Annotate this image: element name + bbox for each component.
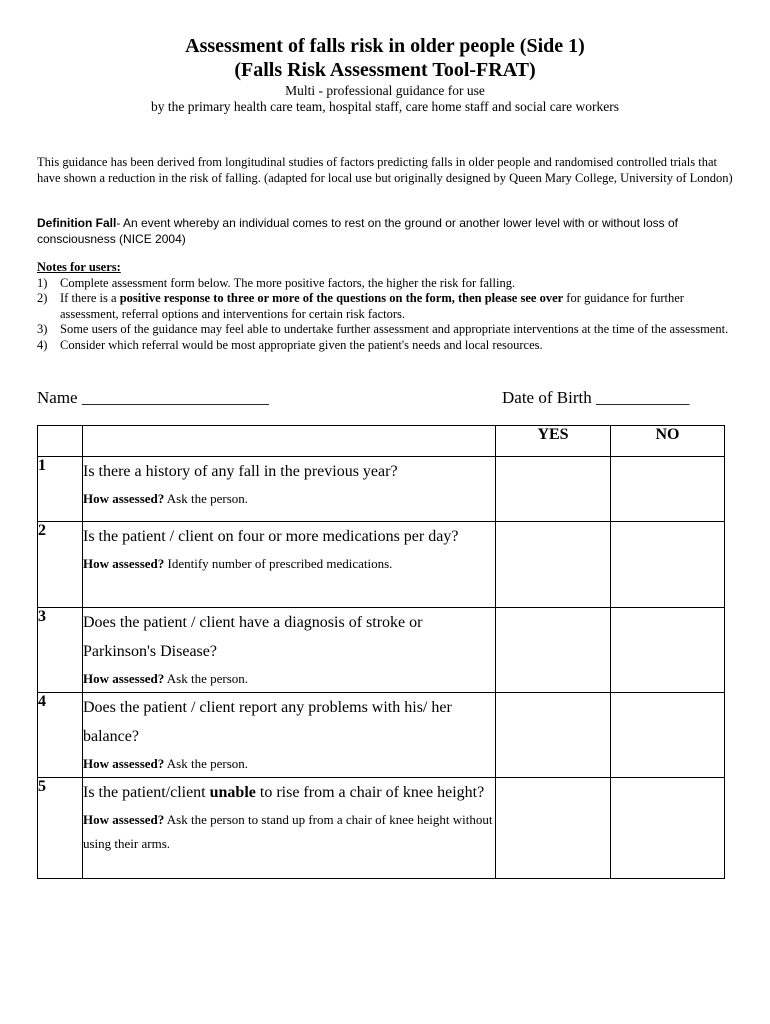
- question-text-bold: unable: [209, 784, 256, 801]
- how-assessed: [83, 552, 495, 576]
- table-row: [38, 457, 725, 522]
- how-assessed: [83, 667, 495, 691]
- risk-assessment-table: [37, 425, 725, 879]
- note-number: 2): [37, 291, 48, 305]
- note-text-pre: If there is a: [60, 291, 120, 305]
- question-number: 1: [38, 457, 83, 522]
- how-assessed-label: How assessed?: [83, 491, 165, 506]
- question-number: 2: [38, 522, 83, 608]
- note-text: Consider which referral would be most appropriate given the patient's needs and local resources.: [60, 337, 543, 352]
- definition-label: Definition Fall: [37, 216, 117, 230]
- table-row: [38, 608, 725, 693]
- how-assessed-text: Ask the person.: [164, 671, 249, 686]
- no-answer-cell[interactable]: [611, 608, 725, 693]
- question-text-pre: Is the patient/client: [83, 784, 210, 801]
- question-text: Does the patient / client report any problems with his/ her balance?: [83, 699, 452, 745]
- yes-answer-cell[interactable]: [496, 522, 611, 608]
- date-of-birth-field[interactable]: Date of Birth ___________: [502, 388, 690, 407]
- note-text-post: for guidance for further assessment, referral options and interventions for certain risk factors.: [60, 291, 684, 321]
- question-cell: [83, 778, 496, 879]
- document-title: Assessment of falls risk in older people (Side 1): [185, 35, 585, 57]
- table-row: [38, 522, 725, 608]
- how-assessed-label: How assessed?: [83, 812, 165, 827]
- how-assessed: [83, 808, 495, 856]
- how-assessed: [83, 487, 495, 511]
- header-question-cell: [83, 426, 496, 457]
- yes-answer-cell[interactable]: [496, 457, 611, 522]
- yes-answer-cell[interactable]: [496, 778, 611, 879]
- how-assessed-text: Ask the person.: [164, 756, 249, 771]
- question-cell: [83, 457, 496, 522]
- question-text: Is the patient / client on four or more medications per day?: [83, 528, 459, 545]
- question-text: [83, 778, 495, 807]
- question-cell: [83, 608, 496, 693]
- how-assessed-label: How assessed?: [83, 671, 165, 686]
- notes-heading: Notes for users:: [37, 260, 121, 274]
- how-assessed-text: Ask the person to stand up from a chair of knee height without using their arms.: [83, 812, 493, 851]
- table-row: [38, 778, 725, 879]
- question-cell: [83, 693, 496, 778]
- yes-answer-cell[interactable]: [496, 608, 611, 693]
- header-yes: YES: [496, 426, 611, 457]
- definition-text: - An event whereby an individual comes to rest on the ground or another lower level with or without loss of consciousness (NICE 2004): [37, 216, 678, 246]
- how-assessed-text: Ask the person.: [164, 491, 249, 506]
- how-assessed: [83, 752, 495, 776]
- question-number: 4: [38, 693, 83, 778]
- notes-for-users: [37, 260, 737, 353]
- header-number-cell: [38, 426, 83, 457]
- question-number: 3: [38, 608, 83, 693]
- no-answer-cell[interactable]: [611, 778, 725, 879]
- how-assessed-text: Identify number of prescribed medications.: [164, 556, 393, 571]
- no-answer-cell[interactable]: [611, 457, 725, 522]
- question-number: 5: [38, 778, 83, 879]
- note-text: Complete assessment form below. The more positive factors, the higher the risk for falling.: [60, 275, 516, 290]
- yes-answer-cell[interactable]: [496, 693, 611, 778]
- question-text: Is there a history of any fall in the previous year?: [83, 463, 398, 480]
- table-header-row: [38, 426, 725, 457]
- header-no: NO: [611, 426, 725, 457]
- note-item: [37, 276, 737, 292]
- question-cell: [83, 522, 496, 608]
- document-subtitle-frat: (Falls Risk Assessment Tool-FRAT): [234, 59, 536, 81]
- question-text-post: to rise from a chair of knee height?: [255, 784, 485, 801]
- note-item: [37, 291, 737, 322]
- note-item: [37, 322, 737, 338]
- note-number: 4): [37, 337, 48, 352]
- note-text-bold: positive response to three or more of the questions on the form, then please see over: [119, 291, 564, 305]
- note-item: [37, 338, 737, 354]
- audience-line: by the primary health care team, hospital staff, care home staff and social care workers: [150, 99, 620, 114]
- notes-list: [37, 276, 737, 354]
- how-assessed-label: How assessed?: [83, 556, 165, 571]
- definition-paragraph: [37, 215, 737, 247]
- guidance-line: Multi - professional guidance for use: [285, 83, 485, 98]
- how-assessed-label: How assessed?: [83, 756, 165, 771]
- note-number: 3): [37, 322, 48, 336]
- no-answer-cell[interactable]: [611, 693, 725, 778]
- note-text: Some users of the guidance may feel able to undertake further assessment and appropriate interventions at the time of the assessment.: [60, 322, 729, 336]
- no-answer-cell[interactable]: [611, 522, 725, 608]
- note-number: 1): [37, 275, 48, 290]
- table-row: [38, 693, 725, 778]
- name-field[interactable]: Name ______________________: [37, 388, 269, 407]
- question-text: Does the patient / client have a diagnosis of stroke or Parkinson's Disease?: [83, 614, 423, 660]
- intro-paragraph: This guidance has been derived from longitudinal studies of factors predicting falls in older people and randomised controlled trials that have shown a reduction in the risk of falling. (adapted for local use but originally designed by Queen Mary College, University of London): [37, 155, 733, 185]
